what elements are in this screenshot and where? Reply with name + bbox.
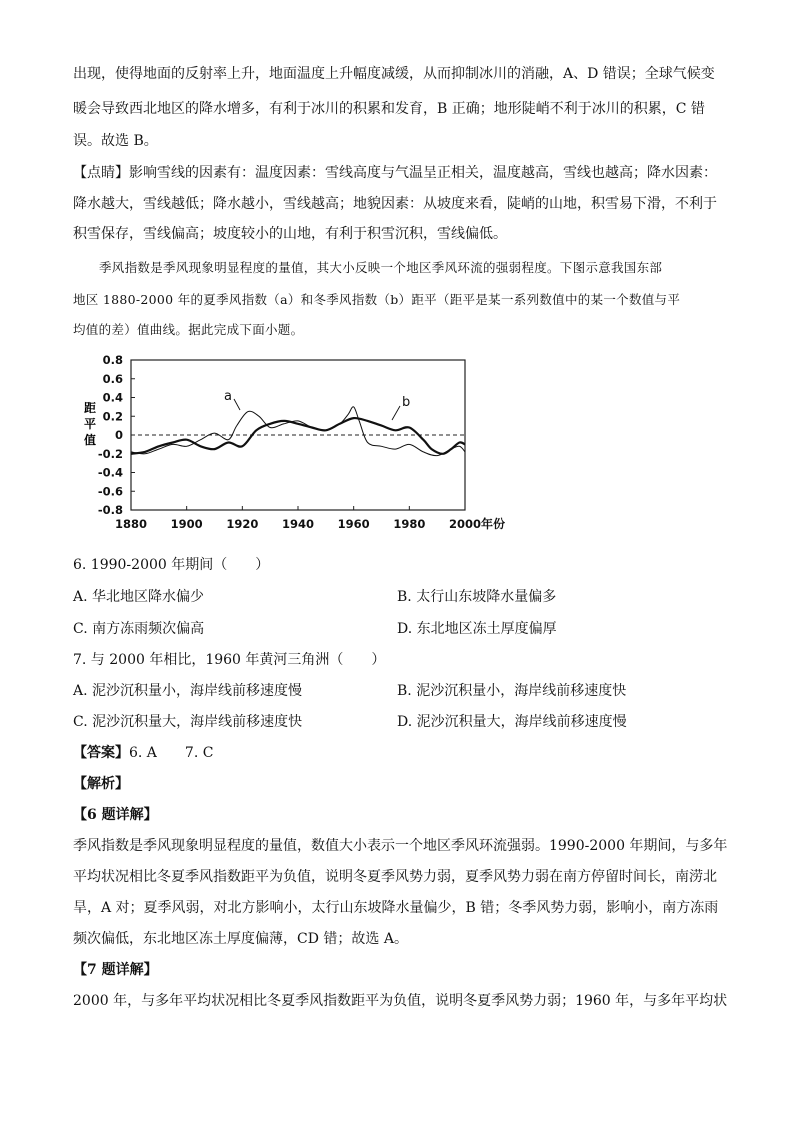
y-tick-label: -0.8 (97, 503, 123, 517)
y-tick-label: -0.4 (97, 465, 123, 480)
y-tick-label: 0.8 (102, 353, 123, 367)
series-b-leader (392, 406, 400, 420)
q7-option-d[interactable]: D. 泥沙沉积量大，海岸线前移速度慢 (397, 714, 627, 730)
paragraph-line: 出现，使得地面的反射率上升，地面温度上升幅度减缓，从而抑制冰川的消融，A、D 错误；全球气候变 (73, 66, 715, 82)
q6-option-b[interactable]: B. 太行山东坡降水量偏多 (397, 589, 557, 605)
y-tick-label: -0.2 (97, 446, 123, 461)
y-axis-label: 距 (84, 401, 97, 415)
y-axis-label: 平 (84, 417, 97, 431)
q6-detail-line: 频次偏低，东北地区冻土厚度偏薄，CD 错；故选 A。 (73, 931, 408, 947)
q7-option-c[interactable]: C. 泥沙沉积量大，海岸线前移速度快 (73, 714, 303, 730)
x-tick-label: 1920 (226, 517, 259, 531)
x-tick-label: 1960 (337, 517, 370, 531)
q7-option-b[interactable]: B. 泥沙沉积量小，海岸线前移速度快 (397, 683, 627, 699)
y-axis-label: 值 (84, 433, 97, 447)
q6-option-c[interactable]: C. 南方冻雨频次偏高 (73, 621, 205, 637)
paragraph-line: 暖会导致西北地区的降水增多，有利于冰川的积累和发育，B 正确；地形陡峭不利于冰川的积累，C 错 (73, 101, 705, 117)
q6-stem: 6. 1990-2000 年期间（ ） (73, 557, 270, 573)
x-tick-label: 1900 (170, 517, 203, 531)
q7-stem: 7. 与 2000 年相比，1960 年黄河三角洲（ ） (73, 652, 386, 668)
series-b-label: b (402, 395, 411, 410)
dianjing-line: 【点睛】影响雪线的因素有：温度因素：雪线高度与气温呈正相关，温度越高，雪线也越高；降水因素： (73, 165, 717, 181)
q6-option-a[interactable]: A. 华北地区降水偏少 (73, 589, 205, 605)
y-tick-label: 0.4 (102, 390, 123, 405)
intro-line: 季风指数是季风现象明显程度的量值，其大小反映一个地区季风环流的强弱程度。下图示意我国东部 (99, 260, 663, 275)
chart-axes (131, 360, 465, 510)
intro-line: 地区 1880-2000 年的夏季风指数（a）和冬季风指数（b）距平（距平是某一系列数值中的某一个数值与平 (73, 292, 681, 307)
y-tick-label: 0 (114, 428, 123, 442)
x-tick-label: 1940 (281, 517, 315, 531)
series-line-b (131, 418, 465, 454)
q6-detail-label: 【6 题详解】 (73, 807, 158, 823)
y-tick-label: 0.6 (102, 371, 123, 386)
series-a-label: a (224, 389, 232, 404)
q6-option-d[interactable]: D. 东北地区冻土厚度偏厚 (397, 621, 557, 637)
monsoon-index-chart (78, 350, 518, 540)
x-tick-label: 1980 (393, 517, 426, 531)
paragraph-line: 误。故选 B。 (73, 133, 158, 149)
q7-detail-line: 2000 年，与多年平均状况相比冬夏季风指数距平为负值，说明冬夏季风势力弱；1960 年，与多年平均状 (73, 993, 728, 1009)
chart-ticks (98, 353, 505, 531)
y-tick-label: 0.2 (102, 409, 123, 424)
answer-text: 6. A 7. C (129, 745, 214, 761)
answer-label: 【答案】 (73, 745, 129, 761)
q6-detail-line: 旱，A 对；夏季风弱，对北方影响小，太行山东坡降水量偏少，B 错；冬季风势力弱，影响小，南方冻雨 (73, 900, 719, 916)
answer-line (73, 743, 723, 763)
y-tick-label: -0.6 (97, 484, 123, 499)
intro-line: 均值的差）值曲线。据此完成下面小题。 (73, 322, 304, 337)
q6-detail-line: 平均状况相比冬夏季风指数距平为负值，说明冬夏季风势力弱，夏季风势力弱在南方停留时间长，南涝北 (73, 869, 717, 885)
q7-option-a[interactable]: A. 泥沙沉积量小，海岸线前移速度慢 (73, 683, 303, 699)
analysis-label: 【解析】 (73, 776, 129, 792)
x-tick-label: 2000 (448, 517, 482, 531)
dianjing-line: 降水越大，雪线越低；降水越小，雪线越高；地貌因素：从坡度来看，陡峭的山地，积雪易下滑，不利于 (73, 196, 717, 212)
dianjing-line: 积雪保存，雪线偏高；坡度较小的山地，有利于积雪沉积，雪线偏低。 (73, 226, 507, 242)
x-tick-label: 1880 (114, 517, 148, 531)
q6-detail-line: 季风指数是季风现象明显程度的量值，数值大小表示一个地区季风环流强弱。1990-2000 年期间，与多年 (73, 838, 728, 854)
series-a-leader (234, 399, 240, 410)
x-axis-label: 年份 (481, 517, 506, 531)
chart-series (131, 389, 465, 456)
q7-detail-label: 【7 题详解】 (73, 962, 158, 978)
